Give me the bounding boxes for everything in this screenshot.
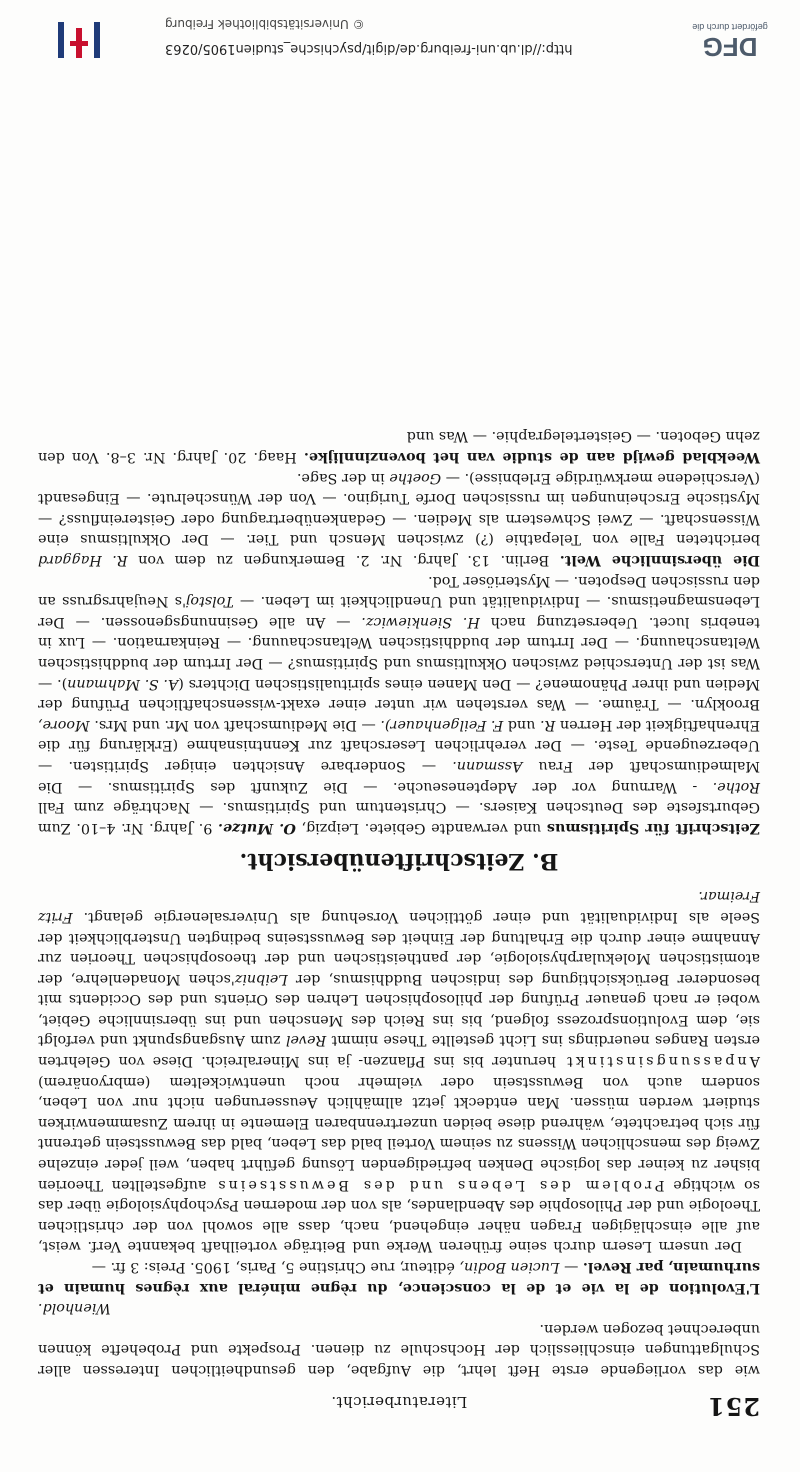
journal-text: Berlin. 13. Jahrg. Nr. 2. Bemerkungen zu dem von — [138, 552, 550, 569]
review-dash: — — [564, 1259, 579, 1276]
review-text-3: herunter bis ins Pflanzen- ja ins Mineralreich. Diese von Gelehrten ersten Ranges neuerdings ins Licht gestellte These nimmt — [38, 1032, 760, 1070]
name-mahmann: A. S. Mahmann — [67, 675, 179, 692]
journal-title: Die übersinnliche Welt. — [559, 552, 760, 569]
review-emph-problem: Problem des Lebens und des Bewusstseins — [215, 1176, 665, 1193]
name-goethe: Goethe — [389, 469, 442, 486]
journal-publisher: O. Mutze. — [218, 819, 296, 836]
name-rothe: Rothe. — [712, 778, 760, 795]
section-title: B. Zeitschriftenübersicht. — [239, 847, 559, 874]
journal-text: — An alle Gesinnungsgenossen. — Der Lebensmagnetismus. — Individualität und Unendlichkeit im Leben. — — [37, 593, 760, 630]
journal-text: ). — Was ist der Unterschied zwischen Okkultismus und Spiritismus? — Der Irrtum der buddhistischen Weltanschauung. — Der Irrtum der buddhistischen Weltanschauung. — Reinkarnation. — Lux in tenebris lucet. Uebersetzung nach — [38, 613, 760, 692]
journal-text: und — [507, 716, 536, 733]
review-name-leibniz: Leibniz — [234, 970, 288, 987]
journal-text: berichteten Falle von Telepathie (?) zwischen Mensch und Tier. — Der Okkultismus eine Wissenschaft. — Zwei Schwestern als Medien. — Gedankenübertragung oder Geistereinfluss? — Mystische Erscheinungen im russischen Dorfe Turigino. — Von der Wünschelrute. — Eingesandt (Verschiedene merkwürdige Erlebnisse). — — [38, 469, 760, 548]
name-r: R. — [540, 716, 556, 733]
intro-signature: Wienhold. — [38, 1300, 111, 1317]
text-column — [38, 426, 760, 1380]
dfg-logo — [684, 20, 776, 64]
running-title: Literaturbericht. — [330, 1393, 468, 1411]
name-feilgenhauer: F. Feilgenhauer). — [380, 716, 504, 733]
name-haggard: R. Haggard — [38, 552, 128, 569]
journal-title: Weekblad gewijd aan de studie van het bovenzinnlijke. — [303, 449, 760, 466]
review-body — [38, 886, 760, 1257]
review-emph-anpassung: Anpassungsinstinkt — [564, 1053, 760, 1070]
journal-entry-zeitschrift-spiritismus — [38, 570, 760, 838]
review-signature: Fritz Freimar. — [38, 888, 760, 925]
intro-paragraph: wie das vorliegende erste Heft lehrt, die Aufgabe, den gesundheitlichen Interessen aller Schulgattungen einschliesslich der Hochschule zu dienen. Prospekte und Probehefte können unberechnet bezogen werden. — [38, 1320, 760, 1378]
review-entry — [38, 1256, 760, 1297]
name-tolstoj: Tolstoj — [185, 593, 234, 610]
name-assmann: Assmann. — [452, 757, 523, 774]
review-text-4: zum Ausgangspunkt und verfolgt sie, dem Evolutionsprozess folgend, bis ins Reich des Menschen und ins übersinnliche Gebiet, wobei er nach genauer Prüfung der philosophischen Lehren des Orients und des Occidents mit besonderer Berücksichtigung des indischen Buddhismus, der — [38, 970, 760, 1049]
journal-text: Haag. 20. Jahrg. Nr. 3–8. Von den zehn Geboten. — Geistertelegraphie. — Was und — [38, 428, 760, 466]
dfg-logo-text: DFG — [702, 32, 758, 62]
digitization-footer — [0, 14, 800, 62]
journal-text: 's Neujahrsgruss an den russischen Despoten. — Mysteriöser Tod. — [38, 572, 760, 610]
review-publication-details: éditeur, rue Christine 5, Paris, 1905. Preis: 3 fr. — — [91, 1259, 455, 1276]
journal-entry-uebersinnliche-welt — [38, 467, 760, 570]
dfg-logo-subtext: gefördert durch die — [692, 22, 768, 32]
page-header — [38, 1390, 760, 1421]
journal-text: — Die Mediumschaft von Mr. und Mrs. — [94, 716, 376, 733]
review-text-1: Der unsern Lesern durch seine früheren Werke und Beiträge vorteilhaft bekannte Verf. weist, auf alle einschlägigen Fragen näher eingehend, nach, dass alle sowohl von der christlichen Theologie und der Philosophie des Abendlandes, als von der modernen Psychophysiologie über das so wichtige — [38, 1176, 760, 1255]
name-moore: Moore, — [37, 716, 90, 733]
journal-text: — Sonderbare Ansichten einiger Spiritisten. — Ueberzeugende Teste. — Der verehrlichen Leserschaft zur Kenntnisnahme (Erklärung für die Ehrenhaftigkeit der Herren — [37, 716, 760, 774]
review-name-revel: Revel — [285, 1032, 327, 1049]
review-text-5: 'schen Monadenlehre, der atomistischen Molekularphysiologie, der pantheistischen und der theosophischen Theorien zur Annahme einer durch die Erhaltung der Einheit des Bewusstseins bedingten Unsterblichkeit der Seele als Individualität und einer göttlichen Vorsehung als Universalenergie gelangt. — [38, 908, 760, 987]
review-title: L'Evolution de la vie et de la conscience, du règne minéral aux règnes humain et surhumain, — [38, 1259, 760, 1296]
journal-text: und verwandte Gebiete. Leipzig, — [301, 819, 542, 836]
ub-logo-bar-right — [58, 22, 64, 58]
name-sienkiewicz: H. Sienkiewicz. — [361, 613, 480, 630]
journal-title: Zeitschrift für Spiritismus — [546, 819, 760, 836]
page-number: 251 — [706, 1392, 760, 1421]
review-publisher: Lucien Bodin, — [459, 1259, 560, 1276]
journal-text: - Warnung vor der Adepteneseuche. — Die Zukunft des Spiritismus. — Die Malmediumschaft der Frau — [38, 757, 760, 795]
source-url[interactable]: http://dl.ub.uni-freiburg.de/digit/psychische_studien1905/0263 — [165, 41, 573, 56]
journal-entry-weekblad — [38, 426, 760, 467]
journal-text: 9. Jahrg. Nr. 4–10. Zum Geburtsfeste des Deutschen Kaisers. — Christentum und Spiritismus. — Nachträge zum Fall — [37, 799, 760, 836]
ub-logo-bar-left — [94, 22, 100, 58]
journal-text: in der Sage. — [296, 469, 385, 486]
journal-text: Brooklyn. — Träume. — Was verstehen wir unter einer exakt-wissenschaftlichen Prüfung der Medien und ihrer Phänomene? — Den Manen eines spiritualistischen Dichters ( — [38, 675, 760, 713]
review-author: par Revel. — [582, 1259, 664, 1276]
ub-logo-crossbar — [70, 41, 88, 46]
review-text-2: aufgestellten Theorien bisher zu keiner das logische Denken befriedigenden Lösung geführt haben, weil jeder einzelne Zweig des menschlichen Wissens zu seinem Vorteil bald das Leben, bald das Bewusstsein getrennt für sich betrachtete, während diese beiden unzertrennbaren Elemente in ihrem Zusammenwirken studiert werden müssen. Man entdeckt jetzt allmählich Aeusserungen nicht nur von Leben, sondern auch von Bewusstsein oder vielmehr noch unentwickeltem (embryonärem) — [37, 1073, 760, 1193]
copyright-notice: © Universitätsbibliothek Freiburg — [165, 17, 365, 31]
university-library-logo — [50, 20, 108, 60]
